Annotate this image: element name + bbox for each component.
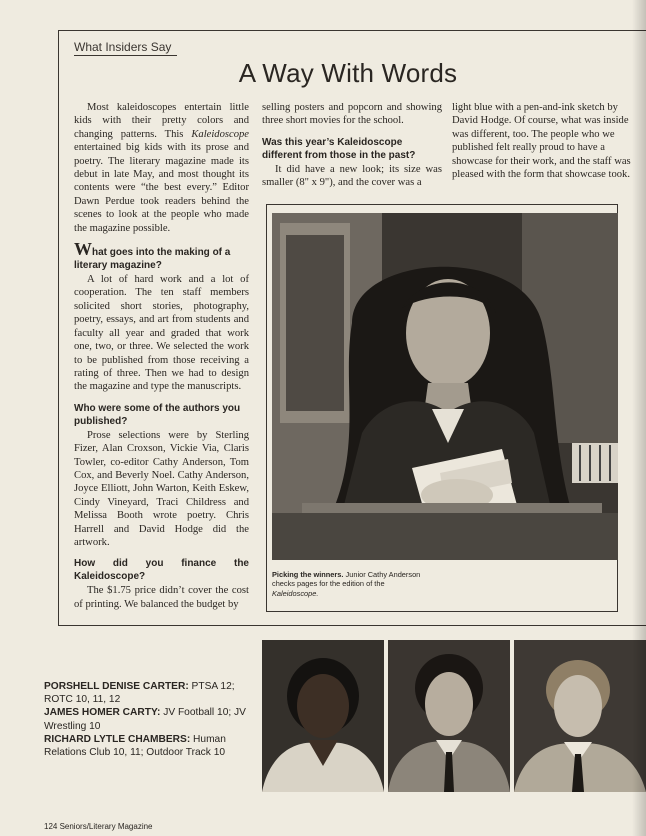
question-1 bbox=[74, 239, 249, 272]
senior-activities: PTSA 12; ROTC 10, 11, 12 bbox=[44, 681, 235, 706]
feature-photo bbox=[272, 213, 618, 560]
question-4-text-a: Was this year’s bbox=[262, 136, 338, 148]
intro-paragraph bbox=[74, 101, 249, 235]
senior-activities: Human Relations Club 10, 11; Outdoor Track 10 bbox=[44, 733, 226, 759]
senior-list bbox=[44, 680, 266, 759]
senior-entry bbox=[44, 733, 266, 759]
answer-1: A lot of hard work and a lot of cooperation. The ten staff members solicited short stories, photography, poetry, essays, and art from students and faculty all year and graded that work one, two, or three. We selected the work to be published from those receiving a rating of three. Then we had to design the magazine and type the manuscripts. bbox=[74, 274, 249, 393]
intro-title: Kaleidoscope bbox=[191, 128, 249, 140]
caption-magazine-title: Kaleidoscope. bbox=[272, 588, 319, 598]
intro-text: Most kaleidoscopes entertain little kids with their pretty colors and changing patterns. This bbox=[74, 102, 249, 140]
article-column-1 bbox=[74, 101, 249, 611]
senior-name: RICHARD LYTLE CHAMBERS: bbox=[44, 733, 191, 745]
answer-3-start: The $1.75 price didn’t cover the cost of printing. We balanced the budget by bbox=[74, 585, 249, 610]
senior-entry bbox=[44, 680, 266, 706]
question-3: How did you finance the Kaleidoscope? bbox=[74, 558, 249, 583]
drop-cap: W bbox=[74, 239, 92, 260]
binding-shadow bbox=[632, 0, 646, 836]
answer-4-start: It did have a new look; its size was smaller (8" x 9"), and the cover was a bbox=[262, 163, 442, 189]
senior-portrait bbox=[388, 640, 510, 792]
photo-caption bbox=[272, 570, 432, 598]
intro-text-rest: entertained big kids with its prose and poetry. The literary magazine made its debut in late May, and most thought its contents were “the best every.” Editor Dawn Perdue took readers behind the scenes to look at the people who made the magazine possible. bbox=[74, 142, 249, 234]
question-4-title: Kaleidoscope bbox=[337, 136, 403, 148]
senior-portrait bbox=[262, 640, 384, 792]
senior-activities: JV Football 10; JV Wrestling 10 bbox=[44, 707, 246, 732]
answer-4-continued: light blue with a pen-and-ink sketch by David Hodge. Of course, what was inside was different, too. The people who we published felt really proud to have a showcase for their work, and the staff was pleased with the form that showcase took. bbox=[452, 102, 631, 181]
question-2: Who were some of the authors you published? bbox=[74, 402, 241, 427]
article-column-3 bbox=[452, 101, 632, 181]
section-label: What Insiders Say bbox=[74, 40, 177, 56]
caption-title: Picking the winners. bbox=[272, 570, 344, 579]
question-4 bbox=[262, 136, 442, 162]
answer-3-continued: selling posters and popcorn and showing three short movies for the school. bbox=[262, 102, 442, 127]
caption-text: Junior Cathy Anderson checks pages for the edition of the bbox=[272, 570, 421, 589]
answer-2: Prose selections were by Sterling Fizer, Alan Croxson, Vickie Via, Claris Towler, co-editor Cathy Anderson, Tom Cox, and Beverly Noel. Cathy Anderson, Joyce Elliott, John Warton, Keith Eskew, Cindy Vineyard, Traci Childress and Melissa Booth wrote poetry. Chris Harrell and David Hodge did the artwork. bbox=[74, 429, 249, 548]
senior-portrait bbox=[514, 640, 646, 792]
senior-name: JAMES HOMER CARTY: bbox=[44, 707, 161, 719]
headline: A Way With Words bbox=[238, 58, 458, 88]
page-folio: 124 Seniors/Literary Magazine bbox=[44, 822, 153, 831]
senior-entry bbox=[44, 706, 266, 732]
senior-name: PORSHELL DENISE CARTER: bbox=[44, 681, 189, 692]
question-4-text-b: different from those in the past? bbox=[262, 149, 416, 161]
article-column-2 bbox=[262, 101, 442, 190]
question-1-text: hat goes into the making of a literary magazine? bbox=[74, 247, 231, 272]
